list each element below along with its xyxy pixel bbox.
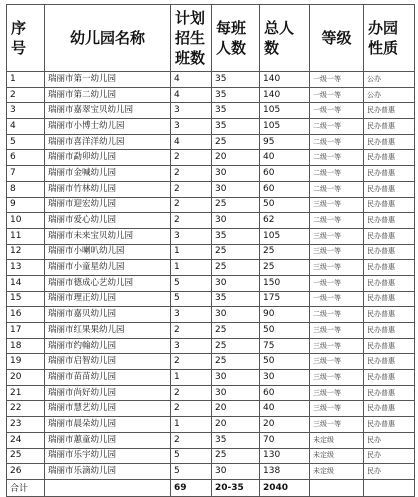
cell-per-class: 35 — [212, 119, 260, 135]
cell-per-class: 25 — [212, 197, 260, 213]
cell-total: 140 — [260, 87, 310, 103]
header-seq: 序号 — [7, 5, 45, 72]
cell-seq: 10 — [7, 213, 45, 229]
cell-name: 瑞丽市勐卯幼儿园 — [45, 150, 171, 166]
cell-per-class: 35 — [212, 228, 260, 244]
cell-nature: 民办普惠 — [364, 244, 415, 260]
cell-name: 瑞丽市尚好幼儿园 — [45, 385, 171, 401]
cell-classes: 3 — [171, 228, 212, 244]
cell-classes: 2 — [171, 166, 212, 182]
cell-name: 瑞丽市晨朵幼儿园 — [45, 417, 171, 433]
cell-grade: 二级一等 — [310, 134, 364, 150]
cell-total: 50 — [260, 323, 310, 339]
cell-grade: 二级一等 — [310, 307, 364, 323]
cell-grade: 二级一等 — [310, 181, 364, 197]
header-nature: 办园性质 — [364, 5, 415, 72]
cell-seq: 11 — [7, 228, 45, 244]
cell-seq: 5 — [7, 134, 45, 150]
cell-name: 瑞丽市竹林幼儿园 — [45, 181, 171, 197]
cell-name: 瑞丽市乐滴幼儿园 — [45, 464, 171, 480]
table-row — [7, 448, 415, 464]
cell-name: 瑞丽市启智幼儿园 — [45, 354, 171, 370]
cell-total: 25 — [260, 260, 310, 276]
cell-name: 瑞丽市金喊幼儿园 — [45, 166, 171, 182]
table-row — [7, 385, 415, 401]
cell-nature: 民办普惠 — [364, 275, 415, 291]
total-grade-cell — [310, 479, 364, 496]
cell-seq: 24 — [7, 432, 45, 448]
cell-per-class: 30 — [212, 166, 260, 182]
kindergarten-enrollment-table — [6, 4, 415, 497]
cell-nature: 民办普惠 — [364, 260, 415, 276]
cell-classes: 4 — [171, 72, 212, 88]
table-row — [7, 181, 415, 197]
cell-name: 瑞丽市爱心幼儿园 — [45, 213, 171, 229]
cell-per-class: 30 — [212, 213, 260, 229]
cell-name: 瑞丽市约翰幼儿园 — [45, 338, 171, 354]
cell-name: 瑞丽市未来宝贝幼儿园 — [45, 228, 171, 244]
cell-name: 瑞丽市小童星幼儿园 — [45, 260, 171, 276]
cell-grade: 三级一等 — [310, 370, 364, 386]
cell-seq: 18 — [7, 338, 45, 354]
cell-grade: 未定级 — [310, 448, 364, 464]
cell-classes: 2 — [171, 197, 212, 213]
table-row — [7, 307, 415, 323]
cell-seq: 22 — [7, 401, 45, 417]
cell-total: 105 — [260, 228, 310, 244]
table-row — [7, 275, 415, 291]
table-row — [7, 417, 415, 433]
cell-per-class: 35 — [212, 103, 260, 119]
cell-classes: 5 — [171, 464, 212, 480]
cell-grade: 二级一等 — [310, 119, 364, 135]
cell-classes: 2 — [171, 385, 212, 401]
cell-total: 60 — [260, 181, 310, 197]
cell-per-class: 30 — [212, 464, 260, 480]
cell-total: 140 — [260, 72, 310, 88]
cell-grade: 一级一等 — [310, 275, 364, 291]
cell-nature: 民办普惠 — [364, 323, 415, 339]
cell-total: 62 — [260, 213, 310, 229]
cell-classes: 5 — [171, 291, 212, 307]
cell-per-class: 30 — [212, 181, 260, 197]
cell-classes: 3 — [171, 103, 212, 119]
cell-name: 瑞丽市慧艺幼儿园 — [45, 401, 171, 417]
cell-name: 瑞丽市第一幼儿园 — [45, 72, 171, 88]
cell-name: 瑞丽市红果果幼儿园 — [45, 323, 171, 339]
total-nature-cell — [364, 479, 415, 496]
cell-seq: 14 — [7, 275, 45, 291]
cell-total: 20 — [260, 417, 310, 433]
table-row — [7, 197, 415, 213]
cell-grade: 未定级 — [310, 464, 364, 480]
cell-classes: 4 — [171, 87, 212, 103]
cell-per-class: 30 — [212, 275, 260, 291]
cell-grade: 二级一等 — [310, 166, 364, 182]
cell-name: 瑞丽市嘉翠宝贝幼儿园 — [45, 103, 171, 119]
enrollment-table-sheet — [6, 4, 414, 495]
cell-total: 50 — [260, 197, 310, 213]
cell-per-class: 25 — [212, 448, 260, 464]
cell-seq: 26 — [7, 464, 45, 480]
cell-name: 瑞丽市理正幼儿园 — [45, 291, 171, 307]
cell-grade: 三级一等 — [310, 197, 364, 213]
cell-nature: 公办 — [364, 87, 415, 103]
cell-name: 瑞丽市迎宏幼儿园 — [45, 197, 171, 213]
cell-total: 105 — [260, 103, 310, 119]
cell-seq: 17 — [7, 323, 45, 339]
table-row — [7, 338, 415, 354]
cell-classes: 2 — [171, 181, 212, 197]
cell-nature: 民办普惠 — [364, 385, 415, 401]
total-per-class: 20-35 — [212, 479, 260, 496]
cell-grade: 一级一等 — [310, 72, 364, 88]
cell-total: 50 — [260, 354, 310, 370]
cell-classes: 1 — [171, 260, 212, 276]
table-row — [7, 244, 415, 260]
cell-nature: 民办普惠 — [364, 197, 415, 213]
cell-total: 75 — [260, 338, 310, 354]
cell-total: 90 — [260, 307, 310, 323]
cell-per-class: 20 — [212, 401, 260, 417]
total-classes: 69 — [171, 479, 212, 496]
header-grade: 等级 — [310, 5, 364, 72]
table-row — [7, 354, 415, 370]
table-row — [7, 150, 415, 166]
cell-total: 60 — [260, 385, 310, 401]
cell-nature: 民办普惠 — [364, 103, 415, 119]
cell-classes: 2 — [171, 323, 212, 339]
cell-grade: 一级一等 — [310, 87, 364, 103]
cell-classes: 1 — [171, 244, 212, 260]
cell-seq: 4 — [7, 119, 45, 135]
cell-per-class: 35 — [212, 87, 260, 103]
header-per-class: 每班人数 — [212, 5, 260, 72]
cell-total: 138 — [260, 464, 310, 480]
cell-seq: 7 — [7, 166, 45, 182]
table-row — [7, 464, 415, 480]
cell-per-class: 25 — [212, 338, 260, 354]
cell-nature: 民办普惠 — [364, 228, 415, 244]
cell-grade: 三级一等 — [310, 385, 364, 401]
cell-nature: 民办普惠 — [364, 401, 415, 417]
cell-total: 105 — [260, 119, 310, 135]
cell-classes: 5 — [171, 448, 212, 464]
total-label: 合计 — [7, 479, 45, 496]
cell-nature: 民办 — [364, 432, 415, 448]
table-row — [7, 87, 415, 103]
header-name: 幼儿园名称 — [45, 5, 171, 72]
cell-total: 30 — [260, 370, 310, 386]
cell-grade: 三级一等 — [310, 401, 364, 417]
table-header-row — [7, 5, 415, 72]
total-name-cell — [45, 479, 171, 496]
cell-per-class: 30 — [212, 307, 260, 323]
cell-per-class: 30 — [212, 385, 260, 401]
cell-grade: 二级一等 — [310, 213, 364, 229]
cell-grade: 一级一等 — [310, 103, 364, 119]
cell-classes: 1 — [171, 370, 212, 386]
cell-per-class: 35 — [212, 291, 260, 307]
cell-seq: 13 — [7, 260, 45, 276]
cell-total: 70 — [260, 432, 310, 448]
cell-nature: 民办普惠 — [364, 134, 415, 150]
cell-seq: 23 — [7, 417, 45, 433]
cell-seq: 3 — [7, 103, 45, 119]
table-row — [7, 166, 415, 182]
cell-classes: 1 — [171, 417, 212, 433]
cell-nature: 民办普惠 — [364, 291, 415, 307]
cell-classes: 2 — [171, 354, 212, 370]
cell-per-class: 20 — [212, 150, 260, 166]
table-row — [7, 401, 415, 417]
cell-name: 瑞丽市乐宇幼儿园 — [45, 448, 171, 464]
cell-nature: 民办普惠 — [364, 213, 415, 229]
cell-per-class: 20 — [212, 417, 260, 433]
cell-grade: 三级一等 — [310, 354, 364, 370]
table-row — [7, 103, 415, 119]
cell-classes: 3 — [171, 338, 212, 354]
table-row — [7, 213, 415, 229]
cell-grade: 三级一等 — [310, 417, 364, 433]
cell-seq: 8 — [7, 181, 45, 197]
cell-total: 95 — [260, 134, 310, 150]
cell-grade: 三级一等 — [310, 338, 364, 354]
cell-classes: 5 — [171, 275, 212, 291]
cell-classes: 2 — [171, 150, 212, 166]
cell-nature: 民办普惠 — [364, 181, 415, 197]
cell-nature: 民办 — [364, 464, 415, 480]
cell-total: 40 — [260, 150, 310, 166]
cell-grade: 三级一等 — [310, 323, 364, 339]
cell-per-class: 25 — [212, 244, 260, 260]
cell-seq: 9 — [7, 197, 45, 213]
cell-total: 60 — [260, 166, 310, 182]
cell-name: 瑞丽市德成心艺幼儿园 — [45, 275, 171, 291]
cell-seq: 6 — [7, 150, 45, 166]
table-body — [7, 72, 415, 480]
cell-per-class: 35 — [212, 72, 260, 88]
cell-nature: 民办普惠 — [364, 417, 415, 433]
cell-seq: 21 — [7, 385, 45, 401]
cell-grade: 未定级 — [310, 432, 364, 448]
table-row — [7, 323, 415, 339]
cell-name: 瑞丽市第二幼儿园 — [45, 87, 171, 103]
cell-classes: 2 — [171, 432, 212, 448]
header-classes: 计划招生班数 — [171, 5, 212, 72]
cell-nature: 民办普惠 — [364, 338, 415, 354]
cell-seq: 16 — [7, 307, 45, 323]
table-row — [7, 432, 415, 448]
cell-per-class: 25 — [212, 323, 260, 339]
cell-per-class: 35 — [212, 432, 260, 448]
table-row — [7, 228, 415, 244]
cell-total: 40 — [260, 401, 310, 417]
cell-seq: 12 — [7, 244, 45, 260]
total-students: 2040 — [260, 479, 310, 496]
cell-nature: 民办普惠 — [364, 119, 415, 135]
cell-per-class: 30 — [212, 370, 260, 386]
cell-per-class: 25 — [212, 260, 260, 276]
cell-name: 瑞丽市小喇叭幼儿园 — [45, 244, 171, 260]
cell-seq: 1 — [7, 72, 45, 88]
cell-name: 瑞丽市小博士幼儿园 — [45, 119, 171, 135]
cell-per-class: 25 — [212, 354, 260, 370]
cell-per-class: 25 — [212, 134, 260, 150]
table-row — [7, 291, 415, 307]
cell-seq: 15 — [7, 291, 45, 307]
cell-classes: 3 — [171, 119, 212, 135]
cell-classes: 3 — [171, 307, 212, 323]
cell-classes: 2 — [171, 213, 212, 229]
cell-total: 25 — [260, 244, 310, 260]
table-row — [7, 119, 415, 135]
header-total: 总人数 — [260, 5, 310, 72]
table-row — [7, 370, 415, 386]
cell-nature: 民办普惠 — [364, 307, 415, 323]
cell-nature: 民办普惠 — [364, 354, 415, 370]
table-row — [7, 72, 415, 88]
cell-grade: 三级一等 — [310, 244, 364, 260]
table-total-row — [7, 479, 415, 496]
cell-classes: 2 — [171, 401, 212, 417]
cell-total: 130 — [260, 448, 310, 464]
cell-name: 瑞丽市蕙童幼儿园 — [45, 432, 171, 448]
cell-name: 瑞丽市嘉贝幼儿园 — [45, 307, 171, 323]
cell-nature: 民办普惠 — [364, 166, 415, 182]
table-row — [7, 134, 415, 150]
cell-name: 瑞丽市喜洋洋幼儿园 — [45, 134, 171, 150]
cell-seq: 2 — [7, 87, 45, 103]
cell-classes: 4 — [171, 134, 212, 150]
cell-nature: 民办普惠 — [364, 150, 415, 166]
cell-total: 175 — [260, 291, 310, 307]
cell-seq: 25 — [7, 448, 45, 464]
cell-grade: 三级一等 — [310, 260, 364, 276]
cell-grade: 一级一等 — [310, 291, 364, 307]
table-row — [7, 260, 415, 276]
cell-grade: 二级一等 — [310, 150, 364, 166]
cell-total: 150 — [260, 275, 310, 291]
cell-nature: 公办 — [364, 72, 415, 88]
cell-seq: 20 — [7, 370, 45, 386]
cell-nature: 民办普惠 — [364, 370, 415, 386]
cell-nature: 民办 — [364, 448, 415, 464]
cell-name: 瑞丽市苗苗幼儿园 — [45, 370, 171, 386]
cell-grade: 三级一等 — [310, 228, 364, 244]
cell-seq: 19 — [7, 354, 45, 370]
